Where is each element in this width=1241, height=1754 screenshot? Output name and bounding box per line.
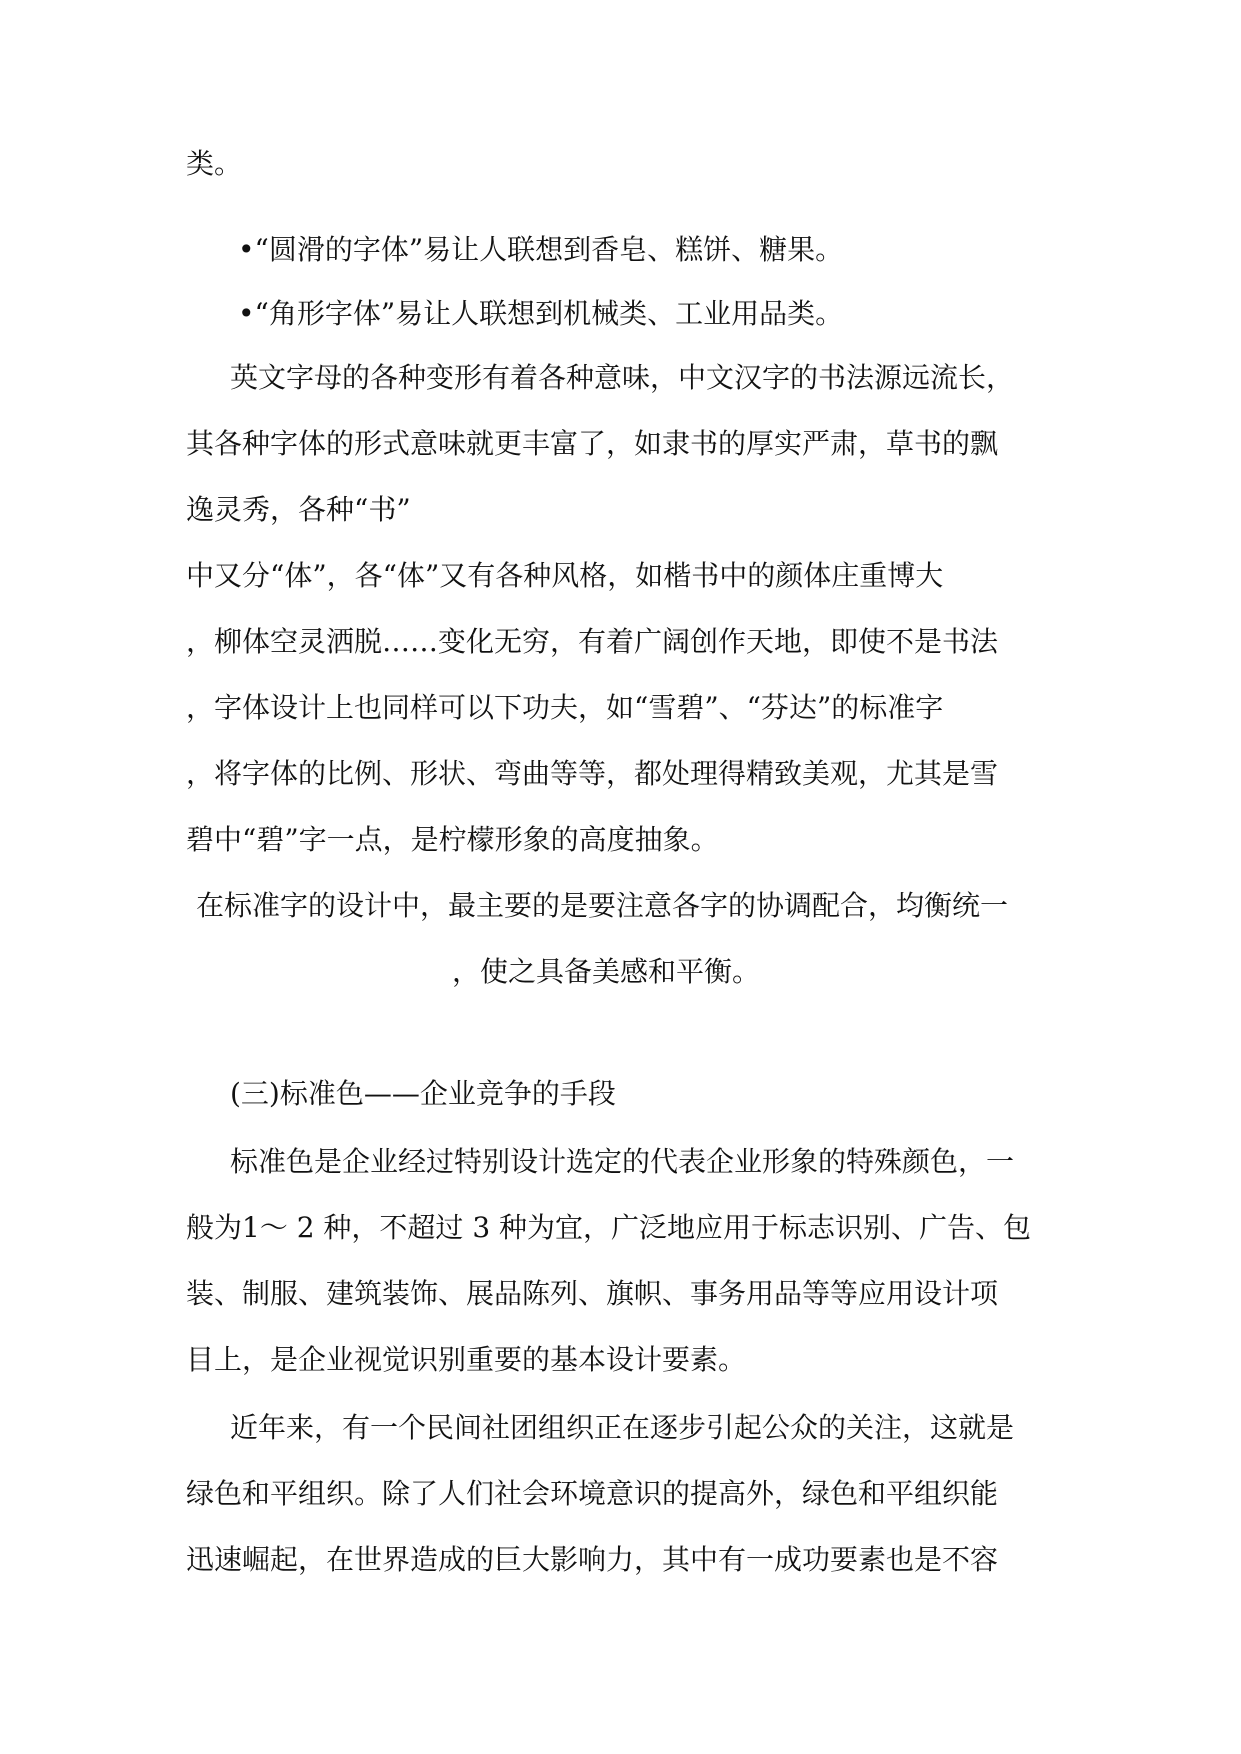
paragraph-line: 近年来，有一个民间社团组织正在逐步引起公众的关注，这就是 <box>230 1411 1015 1444</box>
paragraph-line: 迅速崛起，在世界造成的巨大影响力，其中有一成功要素也是不容 <box>186 1543 999 1576</box>
paragraph-line: 逸灵秀，各种“书” <box>186 493 411 526</box>
paragraph-line: 般为1～ 2 种，不超过 3 种为宜，广泛地应用于标志识别、广告、包 <box>186 1211 1032 1244</box>
paragraph-line: 英文字母的各种变形有着各种意味，中文汉字的书法源远流长， <box>230 361 1015 394</box>
text-line-continuation: 类。 <box>186 147 243 180</box>
paragraph-line: 在标准字的设计中，最主要的是要注意各字的协调配合，均衡统一 <box>196 889 1009 922</box>
section-heading: (三)标准色——企业竞争的手段 <box>230 1077 616 1110</box>
paragraph-line: 中又分“体”，各“体”又有各种风格，如楷书中的颜体庄重博大 <box>186 559 944 592</box>
paragraph-line: 其各种字体的形式意味就更丰富了，如隶书的厚实严肃，草书的飘 <box>186 427 999 460</box>
paragraph-line: 目上，是企业视觉识别重要的基本设计要素。 <box>186 1343 747 1376</box>
paragraph-line: 标准色是企业经过特别设计选定的代表企业形象的特殊颜色，一 <box>230 1145 1015 1178</box>
paragraph-line: ，字体设计上也同样可以下功夫，如“雪碧”、“芬达”的标准字 <box>186 691 944 724</box>
paragraph-line: ，使之具备美感和平衡。 <box>452 955 761 988</box>
bullet-item-rounded-font: •“圆滑的字体”易让人联想到香皂、糕饼、糖果。 <box>238 233 844 266</box>
paragraph-line: 碧中“碧”字一点，是柠檬形象的高度抽象。 <box>186 823 719 856</box>
paragraph-line: 绿色和平组织。除了人们社会环境意识的提高外，绿色和平组织能 <box>186 1477 999 1510</box>
paragraph-line: ，将字体的比例、形状、弯曲等等，都处理得精致美观，尤其是雪 <box>186 757 999 790</box>
bullet-item-angular-font: •“角形字体”易让人联想到机械类、工业用品类。 <box>238 297 844 330</box>
paragraph-line: 装、制服、建筑装饰、展品陈列、旗帜、事务用品等等应用设计项 <box>186 1277 999 1310</box>
paragraph-line: ，柳体空灵洒脱……变化无穷，有着广阔创作天地，即使不是书法 <box>186 625 999 658</box>
